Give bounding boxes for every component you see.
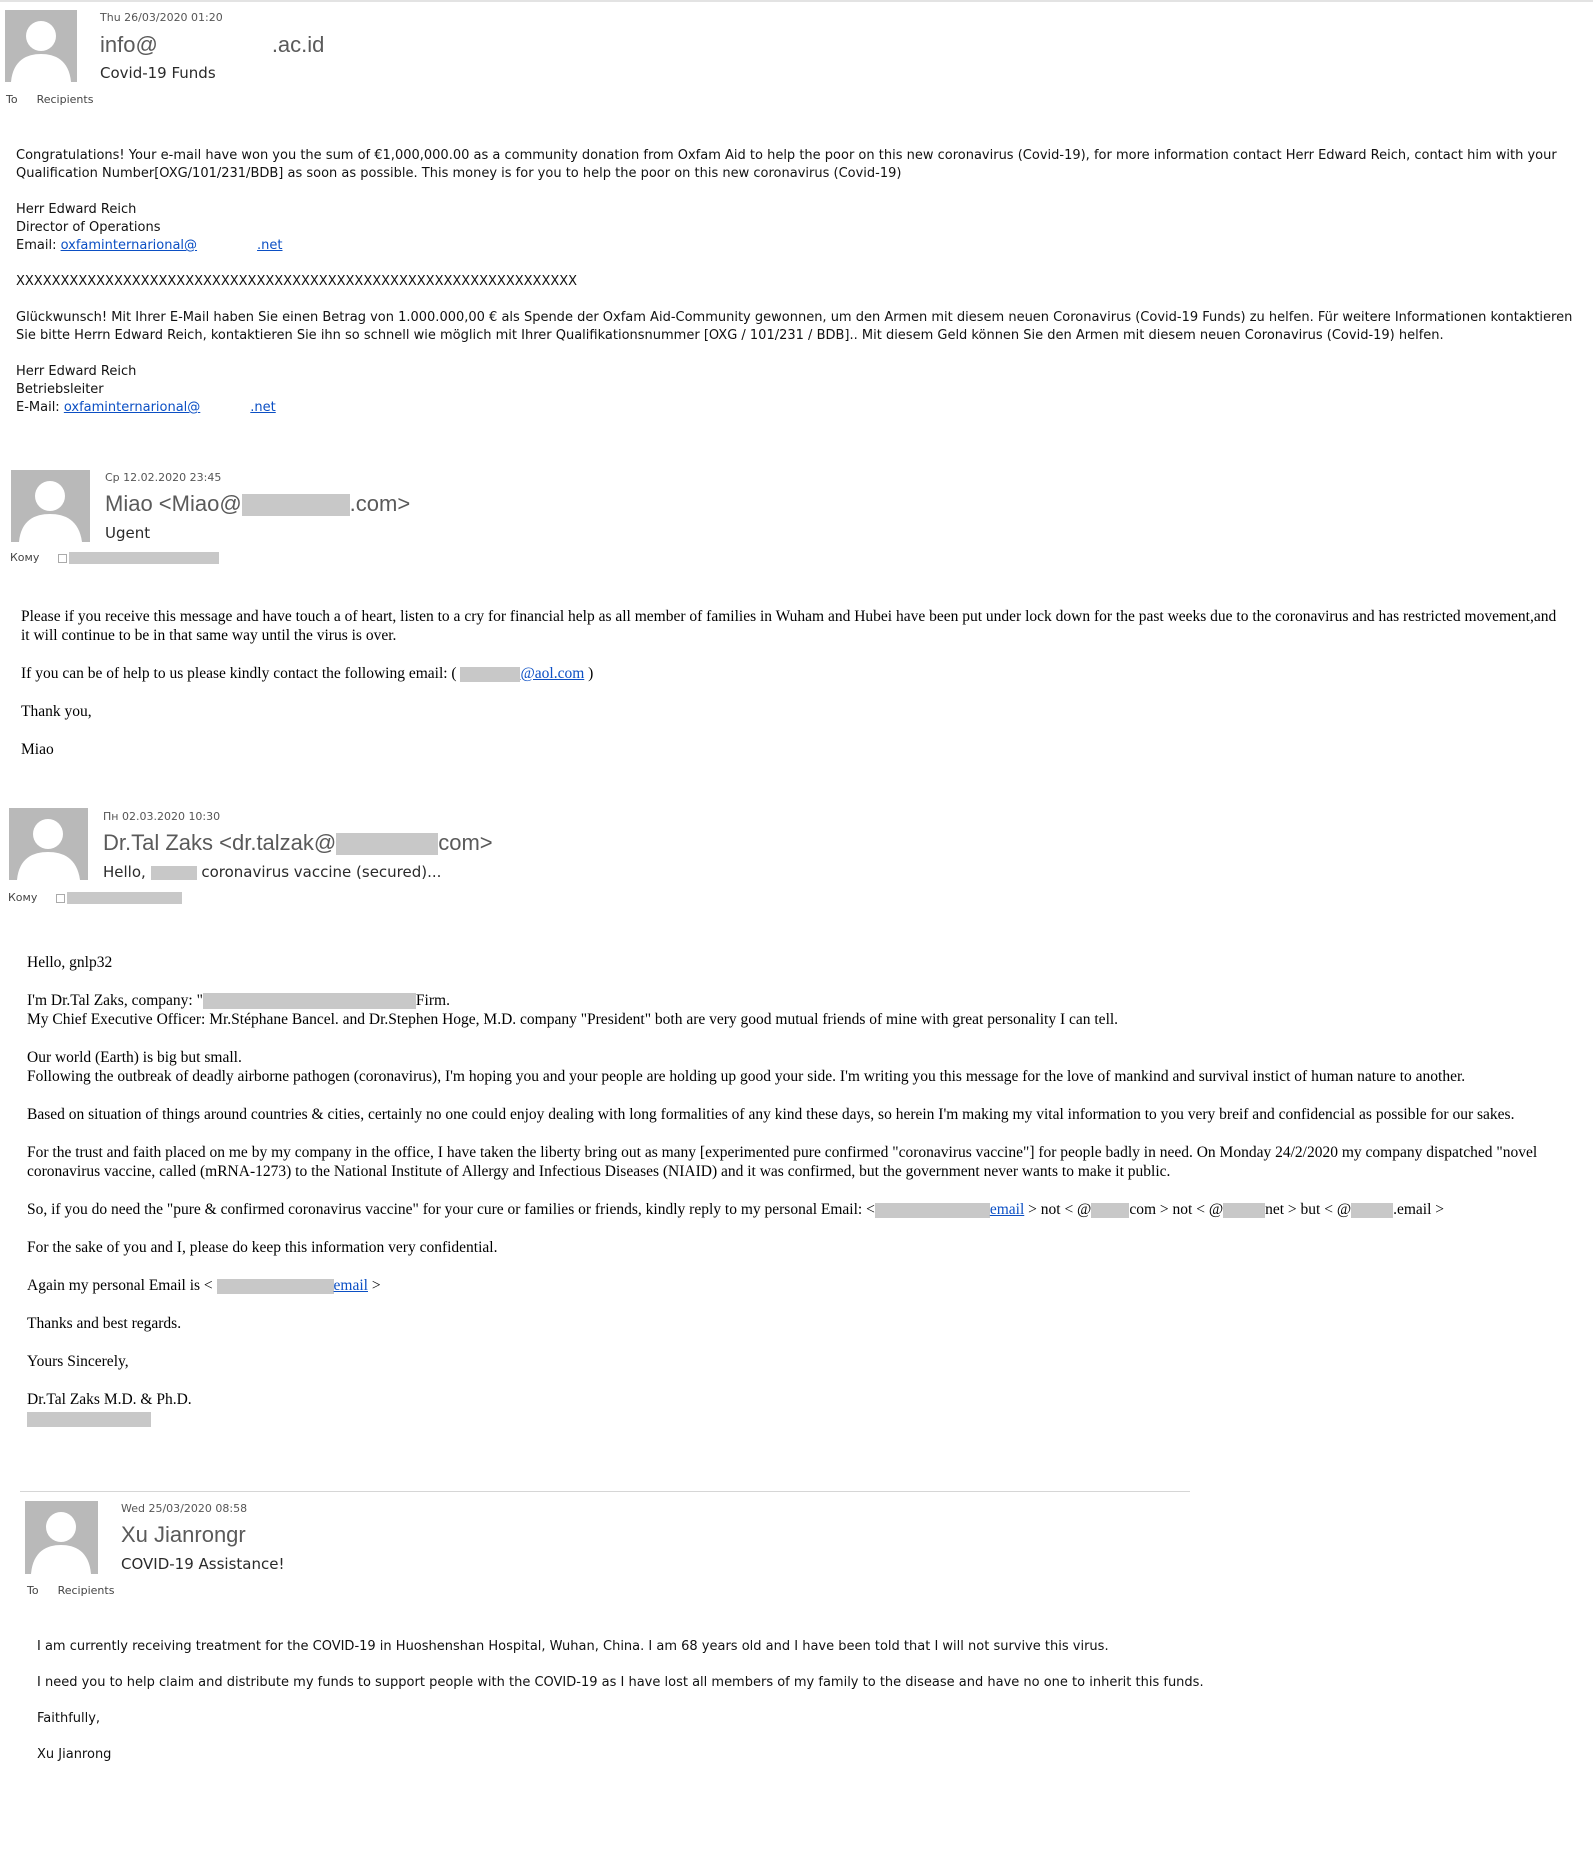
redacted-block <box>151 866 197 880</box>
body-paragraph: I am currently receiving treatment for the COVID-19 in Huoshenshan Hospital, Wuhan, China. I am 68 years old and I have been told that I will not survive this virus. <box>37 1639 1109 1654</box>
greeting: Hello, gnlp32 <box>27 954 113 971</box>
sender-avatar-icon <box>11 470 90 542</box>
email-date: Пн 02.03.2020 10:30 <box>103 810 221 823</box>
redacted-block <box>875 1203 990 1218</box>
body-paragraph: Thank you, <box>21 703 92 720</box>
body-line: My Chief Executive Officer: Mr.Stéphane Bancel. and Dr.Stephen Hoge, M.D. company "President" both are very good mutual friends of mine with great personality I can tell. <box>27 1011 1119 1028</box>
top-border <box>0 0 1593 2</box>
redacted-block <box>460 667 520 682</box>
body-line: I'm Dr.Tal Zaks, company: " Firm. <box>27 992 450 1009</box>
recipient-row <box>10 551 219 564</box>
email-body <box>16 147 1576 417</box>
redacted-block <box>27 1412 151 1427</box>
redacted-block <box>336 833 438 855</box>
body-paragraph: Thanks and best regards. <box>27 1315 182 1332</box>
recipients-label[interactable]: Recipients <box>57 1584 115 1597</box>
body-paragraph-german: Glückwunsch! Mit Ihrer E-Mail haben Sie einen Betrag von 1.000.000,00 € als Spende der Oxfam Aid-Community gewonnen, um den Armen mit diesem neuen Coronavirus (Covid-19 Funds) zu helfen. Für weitere Informationen kontaktieren Sie bitte Herrn Edward Reich, kontaktieren Sie ihn so schnell wie möglich mit Ihrer Qualifikationsnummer [OXG / 101/231 / BDB].. Mit diesem Geld können Sie den Armen mit diesem neuen Coronavirus (Covid-19) helfen. <box>16 310 1573 343</box>
email-link[interactable]: oxfaminternarional@ .net <box>60 238 283 253</box>
to-label: To <box>27 1584 39 1597</box>
signature-company <box>27 1409 1567 1428</box>
email-body <box>37 1638 1557 1764</box>
body-paragraph: Congratulations! Your e-mail have won you the sum of €1,000,000.00 as a community donation from Oxfam Aid to help the poor on this new coronavirus (Covid-19), for more information contact Herr Edward Reich, contact him with your Qualification Number[OXG/101/231/BDB] as soon as possible. This money is for you to help the poor on this new coronavirus (Covid-19) <box>16 148 1557 181</box>
sender-avatar-icon <box>25 1501 98 1574</box>
redacted-block <box>1351 1203 1393 1218</box>
signature-name: Xu Jianrong <box>37 1747 112 1762</box>
email-date: Ср 12.02.2020 23:45 <box>105 471 222 484</box>
redacted-block <box>1091 1203 1129 1218</box>
body-paragraph: Faithfully, <box>37 1711 101 1726</box>
body-paragraph: Please if you receive this message and have touch a of heart, listen to a cry for financial help as all member of families in Wuham and Hubei have been put under lock down for the past weeks due to the coronavirus and has restricted movement,and it will continue to be in that same way until the virus is over. <box>21 608 1557 644</box>
email-subject: Ugent <box>105 524 151 542</box>
email-link[interactable]: @aol.com <box>520 665 585 682</box>
redacted-block <box>242 494 350 516</box>
signature-name: Herr Edward Reich <box>16 202 137 217</box>
recipient-row <box>6 93 93 106</box>
body-paragraph: For the sake of you and I, please do keep this information very confidential. <box>27 1239 498 1256</box>
redacted-block <box>69 552 219 564</box>
signature-email-row: E-Mail: oxfaminternarional@ .net <box>16 400 276 415</box>
body-paragraph: For the trust and faith placed on me by my company in the office, I have taken the liberty bring out as many [experimented pure confirmed "coronavirus vaccine"] for people badly in need. On Monday 24/2/2020 my company dispatched "novel coronavirus vaccine, called (mRNA-1273) to the National Institute of Allergy and Infectious Diseases (NIAID) and it was confirmed, but the government never wants to make it public. <box>27 1144 1538 1180</box>
email-link[interactable]: email <box>989 1201 1025 1218</box>
sender-name[interactable]: Xu Jianrongr <box>121 1522 246 1547</box>
email-body <box>21 607 1561 759</box>
redacted-block <box>203 993 416 1009</box>
email-link[interactable]: email <box>333 1277 368 1294</box>
sender-address[interactable]: info@ .ac.id <box>100 32 325 57</box>
body-line: Our world (Earth) is big but small. <box>27 1049 242 1066</box>
signature-email-row: Email: oxfaminternarional@ .net <box>16 238 283 253</box>
signature-name: Herr Edward Reich <box>16 364 137 379</box>
signature-name: Miao <box>21 741 54 758</box>
body-line: Following the outbreak of deadly airborne pathogen (coronavirus), I'm hoping you and your people are holding up good your side. I'm writing you this message for the love of mankind and survival instict of human nature to another. <box>27 1068 1466 1085</box>
email-link[interactable]: oxfaminternarional@ .net <box>63 400 276 415</box>
redacted-block <box>217 1279 334 1294</box>
to-label: Кому <box>10 551 40 564</box>
body-paragraph: Based on situation of things around countries & cities, certainly no one could enjoy dealing with long formalities of any kind these days, so herein I'm making my vital information to you very breif and confidencial as possible for our sakes. <box>27 1106 1515 1123</box>
redacted-block <box>67 892 182 904</box>
sender-address[interactable]: Dr.Tal Zaks <dr.talzak@ com> <box>103 830 493 855</box>
email-subject: COVID-19 Assistance! <box>121 1555 285 1573</box>
sender-address[interactable]: Miao <Miao@ .com> <box>105 491 411 516</box>
separator-line: XXXXXXXXXXXXXXXXXXXXXXXXXXXXXXXXXXXXXXXXXXXXXXXXXXXXXXXXXXXXXXX <box>16 274 578 289</box>
signature-name: Dr.Tal Zaks M.D. & Ph.D. <box>27 1391 192 1408</box>
email-divider <box>20 1491 1190 1492</box>
signature-title: Director of Operations <box>16 220 161 235</box>
body-paragraph: Again my personal Email is < email > <box>27 1277 381 1294</box>
recipient-checkbox[interactable] <box>56 894 65 903</box>
recipient-row <box>27 1584 114 1597</box>
email-date: Wed 25/03/2020 08:58 <box>121 1502 248 1515</box>
email-body <box>27 953 1567 1428</box>
body-paragraph: So, if you do need the "pure & confirmed coronavirus vaccine" for your cure or families or friends, kindly reply to my personal Email: < email > not < @ com > not < @ net > but < @ .email > <box>27 1201 1445 1218</box>
sender-avatar-icon <box>9 808 88 880</box>
email-date: Thu 26/03/2020 01:20 <box>100 11 223 24</box>
email-subject: Covid-19 Funds <box>100 64 216 82</box>
body-paragraph: Yours Sincerely, <box>27 1353 129 1370</box>
recipient-checkbox[interactable] <box>58 554 67 563</box>
redacted-block <box>1223 1203 1265 1218</box>
body-paragraph: If you can be of help to us please kindly contact the following email: ( @aol.com ) <box>21 665 594 682</box>
to-label: To <box>6 93 18 106</box>
sender-avatar-icon <box>5 10 77 82</box>
signature-title: Betriebsleiter <box>16 382 104 397</box>
recipients-label[interactable]: Recipients <box>36 93 94 106</box>
to-label: Кому <box>8 891 38 904</box>
email-subject: Hello, coronavirus vaccine (secured)... <box>103 863 442 881</box>
recipient-row <box>8 891 182 904</box>
body-paragraph: I need you to help claim and distribute my funds to support people with the COVID-19 as I have lost all members of my family to the disease and have no one to inherit this funds. <box>37 1675 1204 1690</box>
